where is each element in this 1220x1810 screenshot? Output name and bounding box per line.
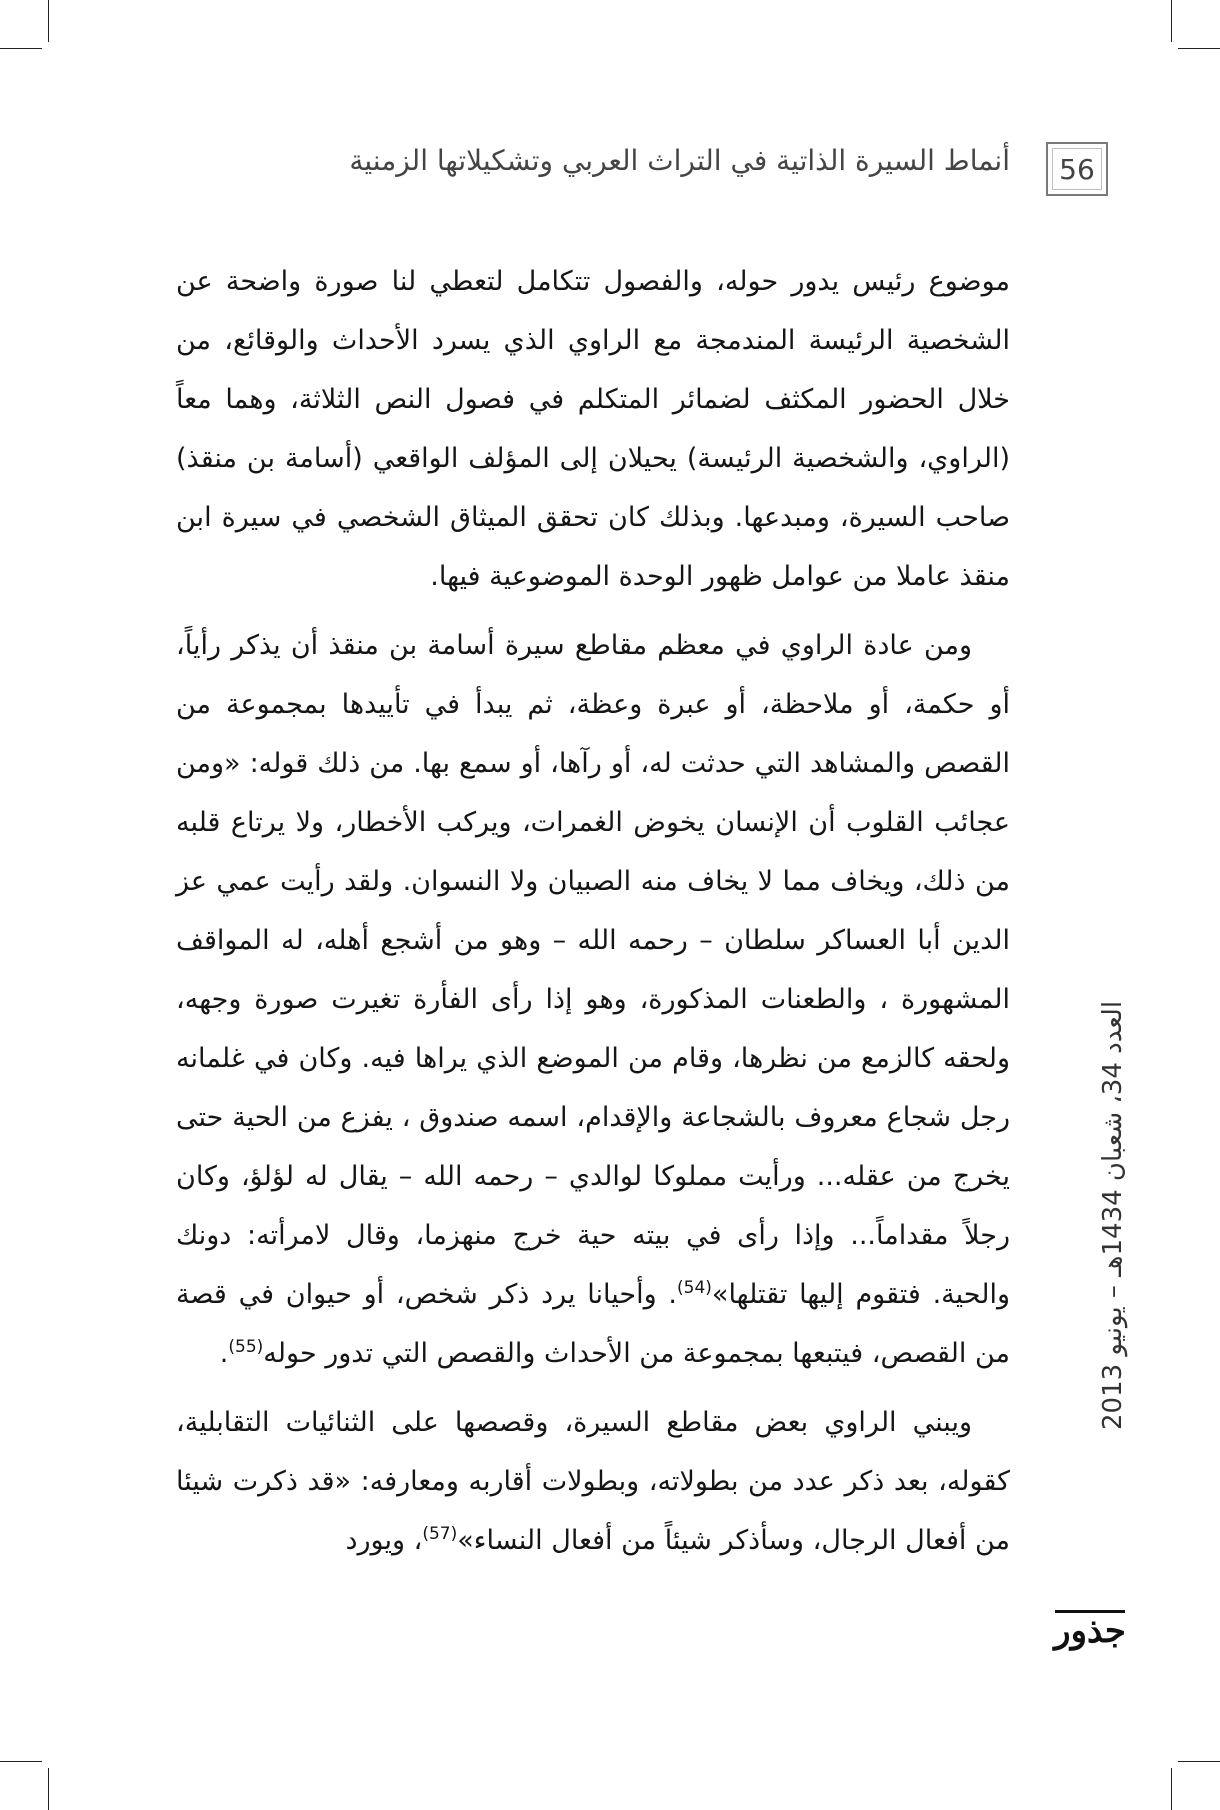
journal-logo: جذور xyxy=(1054,1611,1126,1651)
crop-mark-top-left-h xyxy=(0,48,42,49)
crop-mark-top-right-v xyxy=(1171,0,1172,42)
footnote-ref-55: (55) xyxy=(228,1337,264,1357)
crop-mark-bottom-right-h xyxy=(1178,1761,1220,1762)
footnote-ref-54: (54) xyxy=(677,1278,712,1298)
page-number-box xyxy=(1046,142,1108,196)
crop-mark-bottom-left-v xyxy=(48,1768,49,1810)
crop-mark-bottom-right-v xyxy=(1171,1768,1172,1810)
paragraph-3-tail: ، ويورد xyxy=(345,1525,423,1556)
article-body xyxy=(176,252,1010,1580)
paragraph-3-text: ويبني الراوي بعض مقاطع السيرة، وقصصها على الثنائيات التقابلية، كقوله، بعد ذكر عدد من بطولاته، وبطولات أقاربه ومعارفه: «قد ذكرت شيئا من أفعال الرجال، وسأذكر شيئاً من أفعال النساء» xyxy=(176,1407,1010,1556)
paragraph-1 xyxy=(176,252,1010,606)
paragraph-3 xyxy=(176,1393,1010,1570)
footnote-ref-57: (57) xyxy=(422,1524,458,1544)
paragraph-2-text: ومن عادة الراوي في معظم مقاطع سيرة أسامة بن منقذ أن يذكر رأياً، أو حكمة، أو ملاحظة، أو عبرة وعظة، ثم يبدأ في تأييدها بمجموعة من القصص والمشاهد التي حدثت له، أو رآها، أو سمع بها. من ذلك قوله: «ومن عجائب القلوب أن الإنسان يخوض الغمرات، ويركب الأخطار، ولا يرتاع قلبه من ذلك، ويخاف مما لا يخاف منه الصبيان ولا النسوان. ولقد رأيت عمي عز الدين أبا العساكر سلطان – رحمه الله – وهو من أشجع أهله، له المواقف المشهورة ، والطعنات المذكورة، وهو إذا رأى الفأرة تغيرت صورة وجهه، ولحقه كالزمع من نظرها، وقام من الموضع الذي يراها فيه. وكان في غلمانه رجل شجاع معروف بالشجاعة والإقدام، اسمه صندوق ، يفزع من الحية حتى يخرج من عقله... ورأيت مملوكا لوالدي – رحمه الله – يقال له لؤلؤ، وكان رجلاً مقداماً... وإذا رأى في بيته حية خرج منهزما، وقال لامرأته: دونك والحية. فتقوم إليها تقتلها» xyxy=(176,630,1010,1310)
crop-mark-top-left-v xyxy=(48,0,49,42)
issue-info-vertical: العدد 34، شعبان 1434هـ – يونيو 2013 xyxy=(1098,1000,1128,1430)
crop-mark-bottom-left-h xyxy=(0,1761,42,1762)
page-number: 56 xyxy=(1059,152,1095,186)
page-number-inner-frame xyxy=(1052,148,1102,190)
crop-mark-top-right-h xyxy=(1178,48,1220,49)
paragraph-2-continuation: وأحيانا يرد ذكر شخص، أو حيوان في قصة من القصص، فيتبعها بمجموعة من الأحداث والقصص التي تدور حوله xyxy=(176,1279,1010,1369)
paragraph-2: ومن عادة الراوي في معظم مقاطع سيرة أسامة بن منقذ أن يذكر رأياً، أو حكمة، أو ملاحظة، أو عبرة وعظة، ثم يبدأ في تأييدها بمجموعة من القصص والمشاهد التي حدثت له، أو رآها، أو سمع بها. من ذلك قوله: «ومن عجائب القلوب أن الإنسان يخوض الغمرات، ويركب الأخطار، ولا يرتاع قلبه من ذلك، ويخاف مما لا يخاف منه الصبيان ولا النسوان. ولقد رأيت عمي عز الدين أبا العساكر سلطان – رحمه الله – وهو من أشجع أهله، له المواقف المشهورة ، والطعنات المذكورة، وهو إذا رأى الفأرة تغيرت صورة وجهه، ولحقه كالزمع من نظرها، وقام من الموضع الذي يراها فيه. وكان في غلمانه رجل شجاع معروف بالشجاعة والإقدام، اسمه صندوق ، يفزع من الحية حتى يخرج من عقله... ورأيت مملوكا لوالدي – رحمه الله – يقال له لؤلؤ، وكان رجلاً مقداماً... وإذا رأى في بيته حية خرج منهزما، وقال لامرأته: دونك والحية. فتقوم إليها تقتلها»$^{(54)}$. وأحيانا يرد ذكر شخص، أو حيوان في قصة من القصص، فيتبعها بمجموعة من الأحداث والقصص التي تدور حوله$^{(55)}$. xyxy=(176,630,1010,1369)
paragraph-1-text: موضوع رئيس يدور حوله، والفصول تتكامل لتعطي لنا صورة واضحة عن الشخصية الرئيسة المندمجة مع الراوي الذي يسرد الأحداث والوقائع، من خلال الحضور المكثف لضمائر المتكلم في فصول النص الثلاثة، وهما معاً (الراوي، والشخصية الرئيسة) يحيلان إلى المؤلف الواقعي (أسامة بن منقذ) صاحب السيرة، ومبدعها. وبذلك كان تحقق الميثاق الشخصي في سيرة ابن منقذ عاملا من عوامل ظهور الوحدة الموضوعية فيها. xyxy=(176,266,1010,592)
running-header-title: أنماط السيرة الذاتية في التراث العربي وتشكيلاتها الزمنية xyxy=(349,144,1010,177)
